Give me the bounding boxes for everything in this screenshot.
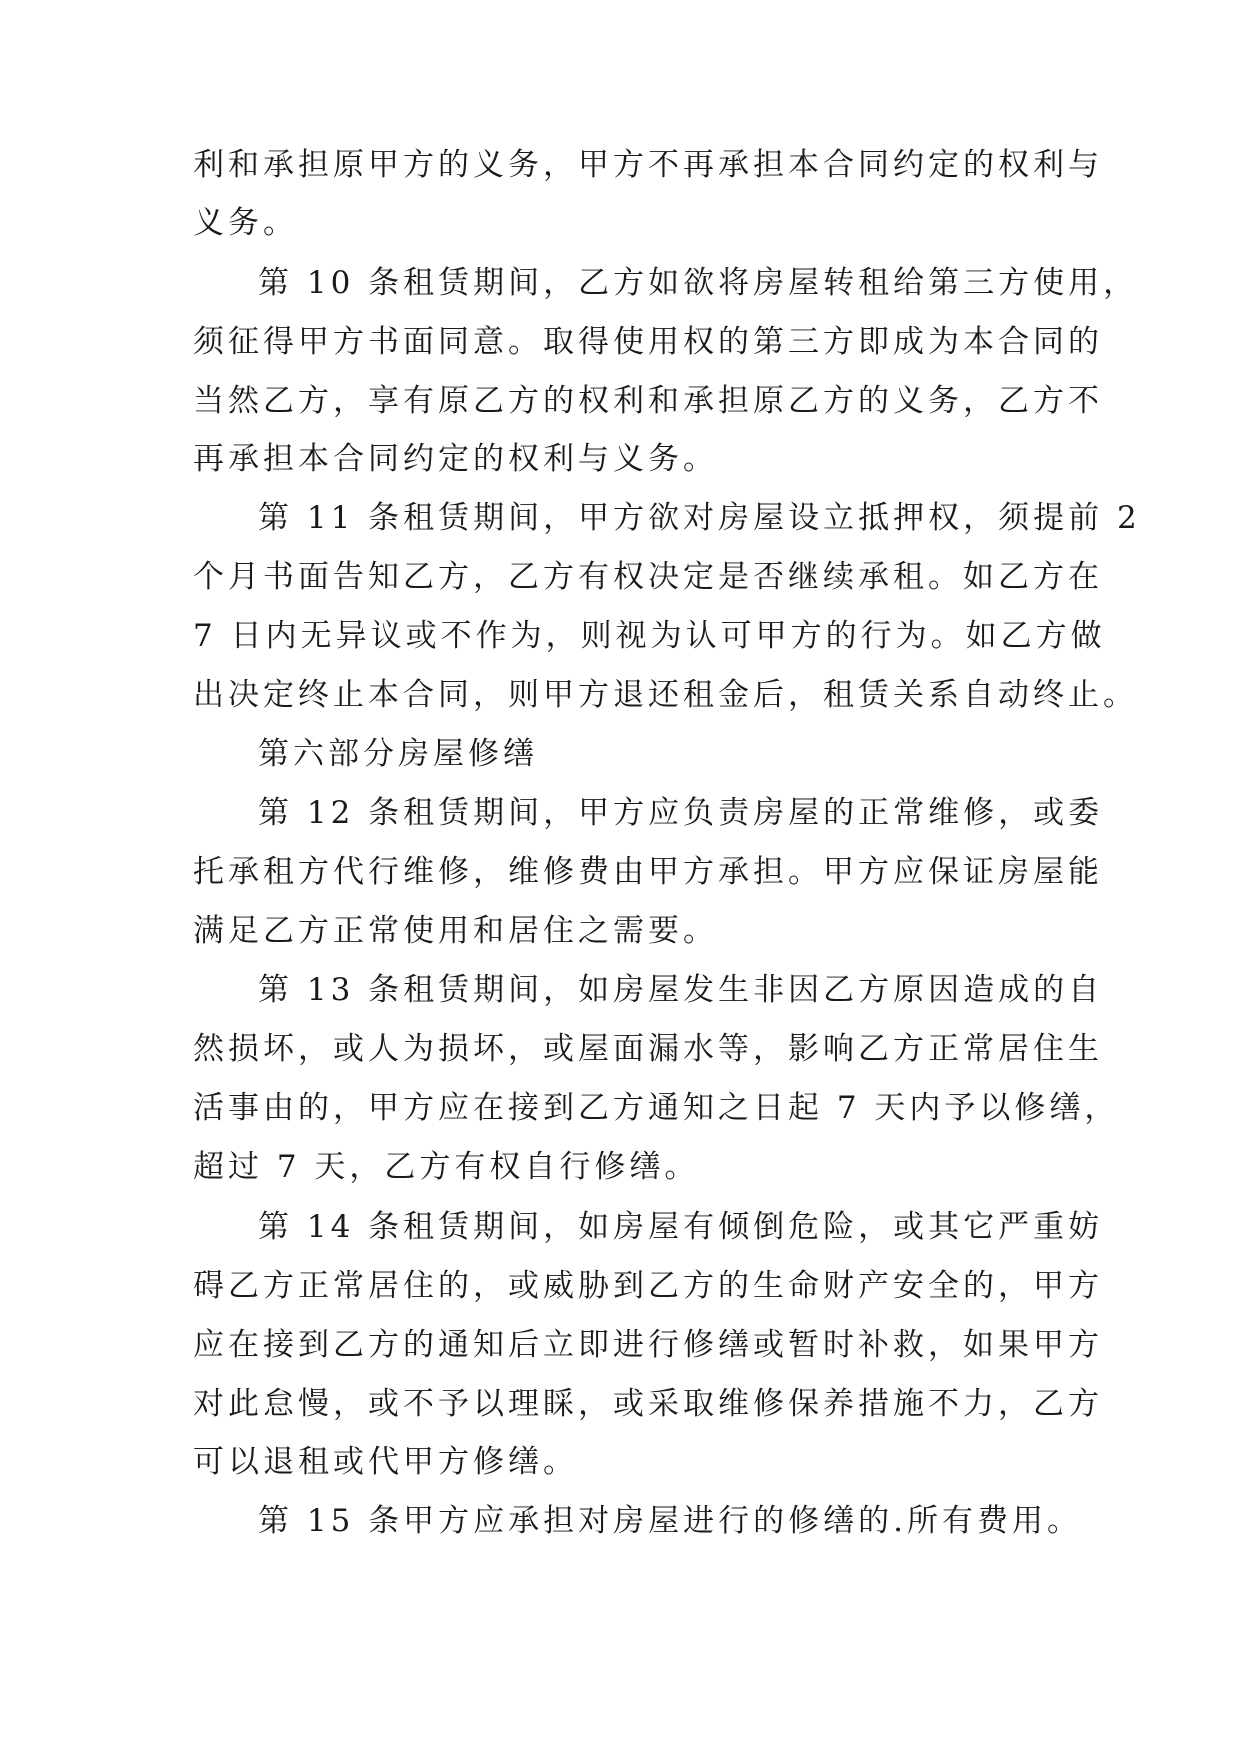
text-line: 活事由的，甲方应在接到乙方通知之日起 7 天内予以修缮， [193,1090,1120,1126]
text-line: 第 10 条租赁期间，乙方如欲将房屋转租给第三方使用， [258,265,1139,301]
text-line: 利和承担原甲方的义务，甲方不再承担本合同约定的权利与 [193,147,1103,183]
text-line: 第 11 条租赁期间，甲方欲对房屋设立抵押权，须提前 2 [258,500,1141,536]
text-line: 对此怠慢，或不予以理睬，或采取维修保养措施不力，乙方 [193,1386,1103,1422]
text-line: 第 14 条租赁期间，如房屋有倾倒危险，或其它严重妨 [258,1209,1104,1245]
text-line: 应在接到乙方的通知后立即进行修缮或暂时补救，如果甲方 [193,1327,1103,1363]
text-line: 出决定终止本合同，则甲方退还租金后，租赁关系自动终止。 [193,677,1138,713]
text-line: 须征得甲方书面同意。取得使用权的第三方即成为本合同的 [193,324,1103,360]
text-line: 义务。 [193,205,298,241]
text-line: 再承担本合同约定的权利与义务。 [193,441,718,477]
text-line: 碍乙方正常居住的，或威胁到乙方的生命财产安全的，甲方 [193,1268,1103,1304]
text-line: 当然乙方，享有原乙方的权利和承担原乙方的义务，乙方不 [193,383,1103,419]
text-line: 然损坏，或人为损坏，或屋面漏水等，影响乙方正常居住生 [193,1031,1103,1067]
text-line: 7 日内无异议或不作为，则视为认可甲方的行为。如乙方做 [193,618,1106,654]
text-line: 第 12 条租赁期间，甲方应负责房屋的正常维修，或委 [258,795,1104,831]
text-line: 超过 7 天，乙方有权自行修缮。 [193,1149,700,1185]
text-line: 第 15 条甲方应承担对房屋进行的修缮的.所有费用。 [258,1503,1083,1539]
text-line: 可以退租或代甲方修缮。 [193,1444,578,1480]
text-line: 满足乙方正常使用和居住之需要。 [193,913,718,949]
text-line: 托承租方代行维修，维修费由甲方承担。甲方应保证房屋能 [193,854,1103,890]
section-heading: 第六部分房屋修缮 [258,736,538,772]
text-line: 第 13 条租赁期间，如房屋发生非因乙方原因造成的自 [258,972,1104,1008]
text-line: 个月书面告知乙方，乙方有权决定是否继续承租。如乙方在 [193,559,1103,595]
